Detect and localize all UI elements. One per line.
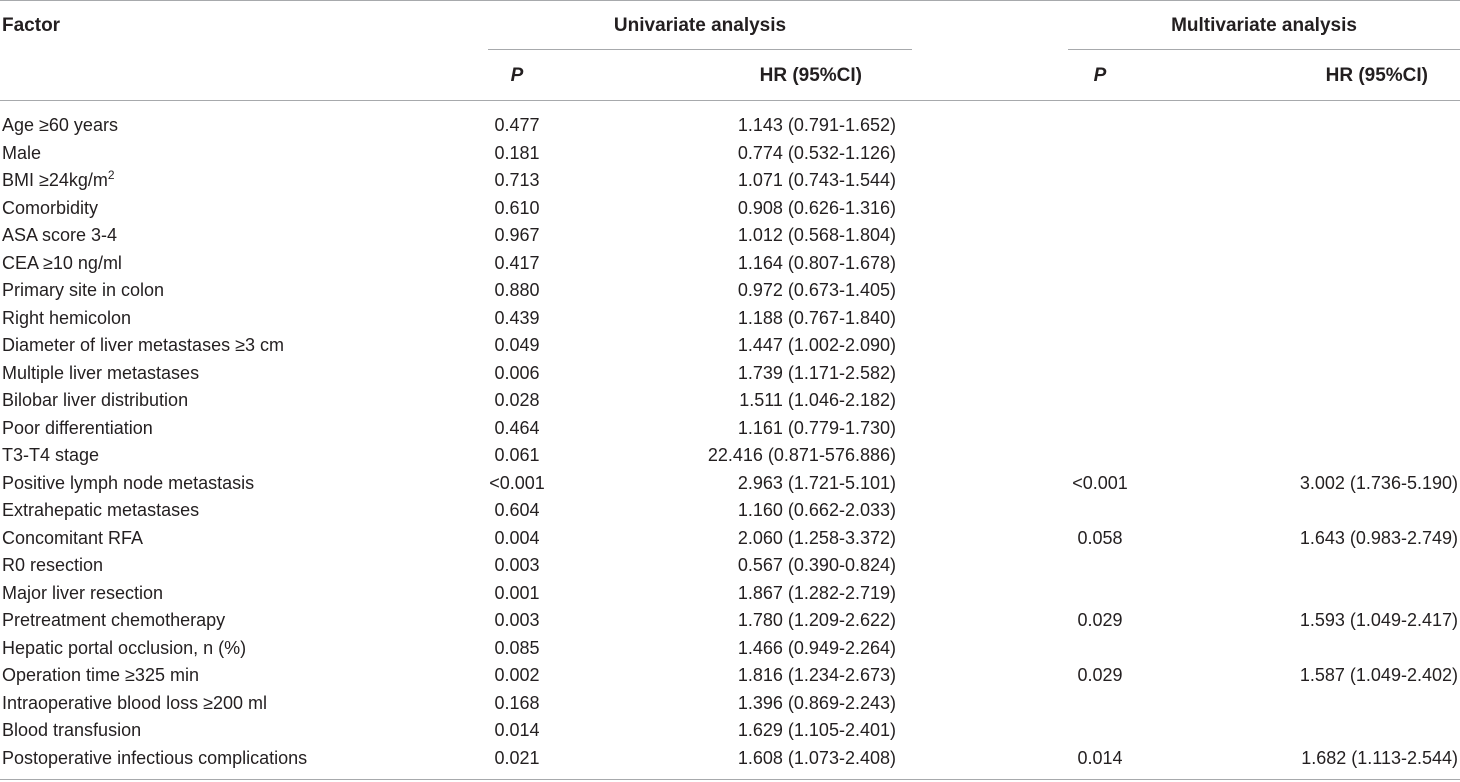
univariate-hr-cell: 0.972 (0.673-1.405) xyxy=(737,280,896,300)
univariate-hr-cell: 1.160 (0.662-2.033) xyxy=(737,500,896,520)
multivariate-hr-cell: 1.682 (1.113-2.544) xyxy=(1301,748,1458,768)
multivariate-hr-header: HR (95%CI) xyxy=(1325,65,1428,86)
multivariate-header: Multivariate analysis xyxy=(1171,15,1357,36)
multivariate-hr-cell: 3.002 (1.736-5.190) xyxy=(1299,473,1458,493)
univariate-hr-cell: 1.143 (0.791-1.652) xyxy=(737,115,896,135)
univariate-p-cell: 0.085 xyxy=(494,638,540,658)
factor-cell: Male xyxy=(2,143,42,163)
univariate-p-cell: 0.417 xyxy=(494,253,540,273)
univariate-p-header: P xyxy=(510,65,524,86)
univariate-p-cell: 0.001 xyxy=(494,583,540,603)
multivariate-p-cell: 0.058 xyxy=(1077,528,1123,548)
univariate-p-cell: 0.967 xyxy=(494,225,540,245)
univariate-p-cell: 0.181 xyxy=(494,143,540,163)
univariate-hr-cell: 1.396 (0.869-2.243) xyxy=(737,693,896,713)
univariate-p-cell: 0.168 xyxy=(494,693,540,713)
factor-cell: Primary site in colon xyxy=(2,280,165,300)
multivariate-p-cell: 0.029 xyxy=(1077,665,1123,685)
univariate-hr-cell: 1.608 (1.073-2.408) xyxy=(737,748,896,768)
factor-cell: CEA ≥10 ng/ml xyxy=(2,253,122,273)
univariate-hr-cell: 1.739 (1.171-2.582) xyxy=(737,363,896,383)
multivariate-p-cell: <0.001 xyxy=(1072,473,1128,493)
univariate-p-cell: 0.604 xyxy=(494,500,540,520)
factor-cell: Comorbidity xyxy=(2,198,99,218)
factor-cell: Operation time ≥325 min xyxy=(2,665,199,685)
univariate-p-cell: 0.713 xyxy=(494,170,540,190)
univariate-hr-cell: 1.511 (1.046-2.182) xyxy=(739,390,896,410)
factor-cell: ASA score 3-4 xyxy=(2,225,118,245)
factor-cell: Intraoperative blood loss ≥200 ml xyxy=(2,693,268,713)
univariate-hr-cell: 1.447 (1.002-2.090) xyxy=(737,335,896,355)
univariate-hr-cell: 1.164 (0.807-1.678) xyxy=(737,253,896,273)
header-bottom-rule xyxy=(0,100,1460,101)
factor-cell: Age ≥60 years xyxy=(2,115,118,135)
univariate-hr-cell: 0.774 (0.532-1.126) xyxy=(737,143,896,163)
univariate-hr-cell: 0.567 (0.390-0.824) xyxy=(737,555,896,575)
factor-cell: Bilobar liver distribution xyxy=(2,390,189,410)
univariate-p-cell: 0.610 xyxy=(494,198,540,218)
univariate-hr-cell: 1.816 (1.234-2.673) xyxy=(737,665,896,685)
factor-cell: Extrahepatic metastases xyxy=(2,500,200,520)
univariate-hr-cell: 2.963 (1.721-5.101) xyxy=(737,473,896,493)
univariate-hr-cell: 1.629 (1.105-2.401) xyxy=(737,720,896,740)
multivariate-hr-cell: 1.593 (1.049-2.417) xyxy=(1299,610,1458,630)
multivariate-hr-cell: 1.587 (1.049-2.402) xyxy=(1299,665,1458,685)
univariate-hr-cell: 1.780 (1.209-2.622) xyxy=(737,610,896,630)
univariate-p-cell: 0.004 xyxy=(494,528,540,548)
factor-cell: Poor differentiation xyxy=(2,418,153,438)
univariate-hr-cell: 1.012 (0.568-1.804) xyxy=(737,225,896,245)
univariate-hr-cell: 1.071 (0.743-1.544) xyxy=(737,170,896,190)
factor-cell: Major liver resection xyxy=(2,583,164,603)
univariate-p-cell: 0.880 xyxy=(494,280,540,300)
univariate-p-cell: 0.028 xyxy=(494,390,540,410)
table-top-rule xyxy=(0,0,1460,1)
univariate-p-cell: 0.439 xyxy=(494,308,540,328)
multivariate-p-header: P xyxy=(1093,65,1107,86)
multivariate-hr-cell: 1.643 (0.983-2.749) xyxy=(1299,528,1458,548)
univariate-p-cell: <0.001 xyxy=(489,473,545,493)
table-bottom-rule xyxy=(0,779,1460,780)
factor-cell: Positive lymph node metastasis xyxy=(2,473,255,493)
univariate-p-cell: 0.464 xyxy=(494,418,540,438)
univariate-hr-cell: 22.416 (0.871-576.886) xyxy=(707,445,896,465)
factor-cell: Multiple liver metastases xyxy=(2,363,200,383)
univariate-hr-cell: 1.161 (0.779-1.730) xyxy=(737,418,896,438)
univariate-p-cell: 0.477 xyxy=(494,115,540,135)
univariate-header: Univariate analysis xyxy=(613,15,787,36)
factor-cell: Right hemicolon xyxy=(2,308,132,328)
multivariate-p-cell: 0.014 xyxy=(1077,748,1123,768)
multivariate-p-cell: 0.029 xyxy=(1077,610,1123,630)
univariate-p-cell: 0.049 xyxy=(494,335,540,355)
multivariate-underline xyxy=(1068,49,1460,50)
univariate-p-cell: 0.014 xyxy=(494,720,540,740)
factor-cell: R0 resection xyxy=(2,555,104,575)
factor-cell: Pretreatment chemotherapy xyxy=(2,610,226,630)
univariate-p-cell: 0.002 xyxy=(494,665,540,685)
factor-cell: BMI $\ge 24kg/m^2$ xyxy=(2,168,115,190)
univariate-p-cell: 0.003 xyxy=(494,555,540,575)
univariate-hr-cell: 1.867 (1.282-2.719) xyxy=(737,583,896,603)
univariate-p-cell: 0.006 xyxy=(494,363,540,383)
univariate-hr-cell: 1.466 (0.949-2.264) xyxy=(737,638,896,658)
univariate-p-cell: 0.061 xyxy=(494,445,540,465)
factor-header: Factor xyxy=(2,15,61,36)
univariate-hr-cell: 1.188 (0.767-1.840) xyxy=(737,308,896,328)
univariate-p-cell: 0.003 xyxy=(494,610,540,630)
factor-cell: Blood transfusion xyxy=(2,720,142,740)
factor-cell: Concomitant RFA xyxy=(2,528,144,548)
factor-cell: T3-T4 stage xyxy=(2,445,100,465)
factor-cell: Postoperative infectious complications xyxy=(2,748,308,768)
univariate-hr-header: HR (95%CI) xyxy=(759,65,862,86)
univariate-underline xyxy=(488,49,912,50)
univariate-p-cell: 0.021 xyxy=(494,748,540,768)
univariate-hr-cell: 2.060 (1.258-3.372) xyxy=(737,528,896,548)
factor-cell: Hepatic portal occlusion, n (%) xyxy=(2,638,247,658)
superscript: 2 xyxy=(107,168,115,182)
factor-cell: Diameter of liver metastases ≥3 cm xyxy=(2,335,284,355)
univariate-hr-cell: 0.908 (0.626-1.316) xyxy=(737,198,896,218)
